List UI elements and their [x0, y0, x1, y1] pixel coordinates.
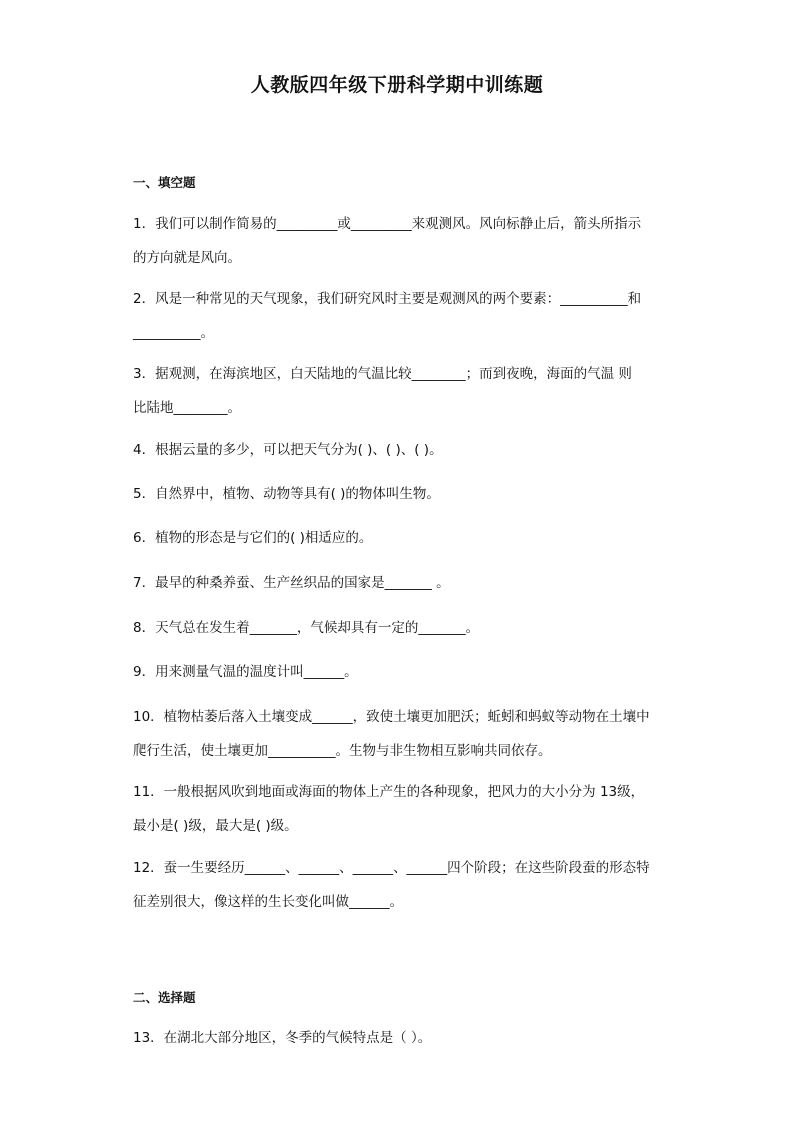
question-line: 比陆地________。: [133, 400, 241, 416]
question-11: [133, 775, 663, 843]
question-3: [133, 357, 663, 425]
question-2: [133, 282, 663, 350]
question-line: 4．根据云量的多少，可以把天气分为( )、( )、( )。: [133, 442, 443, 458]
question-line: 1．我们可以制作简易的_________或_________来观测风。风向标静止后，箭头所指示: [133, 216, 642, 232]
question-8: [133, 611, 663, 645]
section-heading-fill-in: 一、填空题: [133, 175, 196, 190]
question-line: __________。: [133, 325, 214, 341]
question-line: 最小是( )级，最大是( )级。: [133, 818, 298, 834]
question-line: 2．风是一种常见的天气现象，我们研究风时主要是观测风的两个要素：__________和: [133, 291, 642, 307]
question-line: 13．在湖北大部分地区，冬季的气候特点是（ ）。: [133, 1030, 432, 1046]
question-4: [133, 433, 663, 467]
question-13: [133, 1021, 663, 1055]
question-line: 6．植物的形态是与它们的( )相适应的。: [133, 530, 373, 546]
question-12: [133, 851, 663, 919]
section-heading-multiple-choice: 二、选择题: [133, 990, 196, 1005]
question-7: [133, 566, 663, 600]
question-10: [133, 700, 663, 768]
question-line: 8．天气总在发生着_______，气候却具有一定的_______。: [133, 620, 480, 636]
question-6: [133, 521, 663, 555]
question-line: 10．植物枯萎后落入土壤变成______，致使土壤更加肥沃；蚯蚓和蚂蚁等动物在土壤中: [133, 709, 650, 725]
document-title: 人教版四年级下册科学期中训练题: [250, 74, 544, 96]
question-line: 爬行生活，使土壤更加__________。生物与非生物相互影响共同依存。: [133, 743, 552, 759]
question-line: 11．一般根据风吹到地面或海面的物体上产生的各种现象，把风力的大小分为 13级，: [133, 784, 645, 800]
question-1: [133, 207, 663, 275]
question-5: [133, 477, 663, 511]
question-line: 7．最早的种桑养蚕、生产丝织品的国家是_______ 。: [133, 575, 450, 591]
question-line: 的方向就是风向。: [133, 250, 241, 266]
question-line: 12．蚕一生要经历______、______、______、______四个阶段；在这些阶段蚕的形态特: [133, 860, 650, 876]
question-line: 9．用来测量气温的温度计叫______。: [133, 664, 358, 680]
question-9: [133, 655, 663, 689]
question-line: 征差别很大，像这样的生长变化叫做______。: [133, 894, 403, 910]
question-line: 3．据观测，在海滨地区，白天陆地的气温比较________；而到夜晚，海面的气温 则: [133, 366, 632, 382]
question-line: 5．自然界中，植物、动物等具有( )的物体叫生物。: [133, 486, 440, 502]
